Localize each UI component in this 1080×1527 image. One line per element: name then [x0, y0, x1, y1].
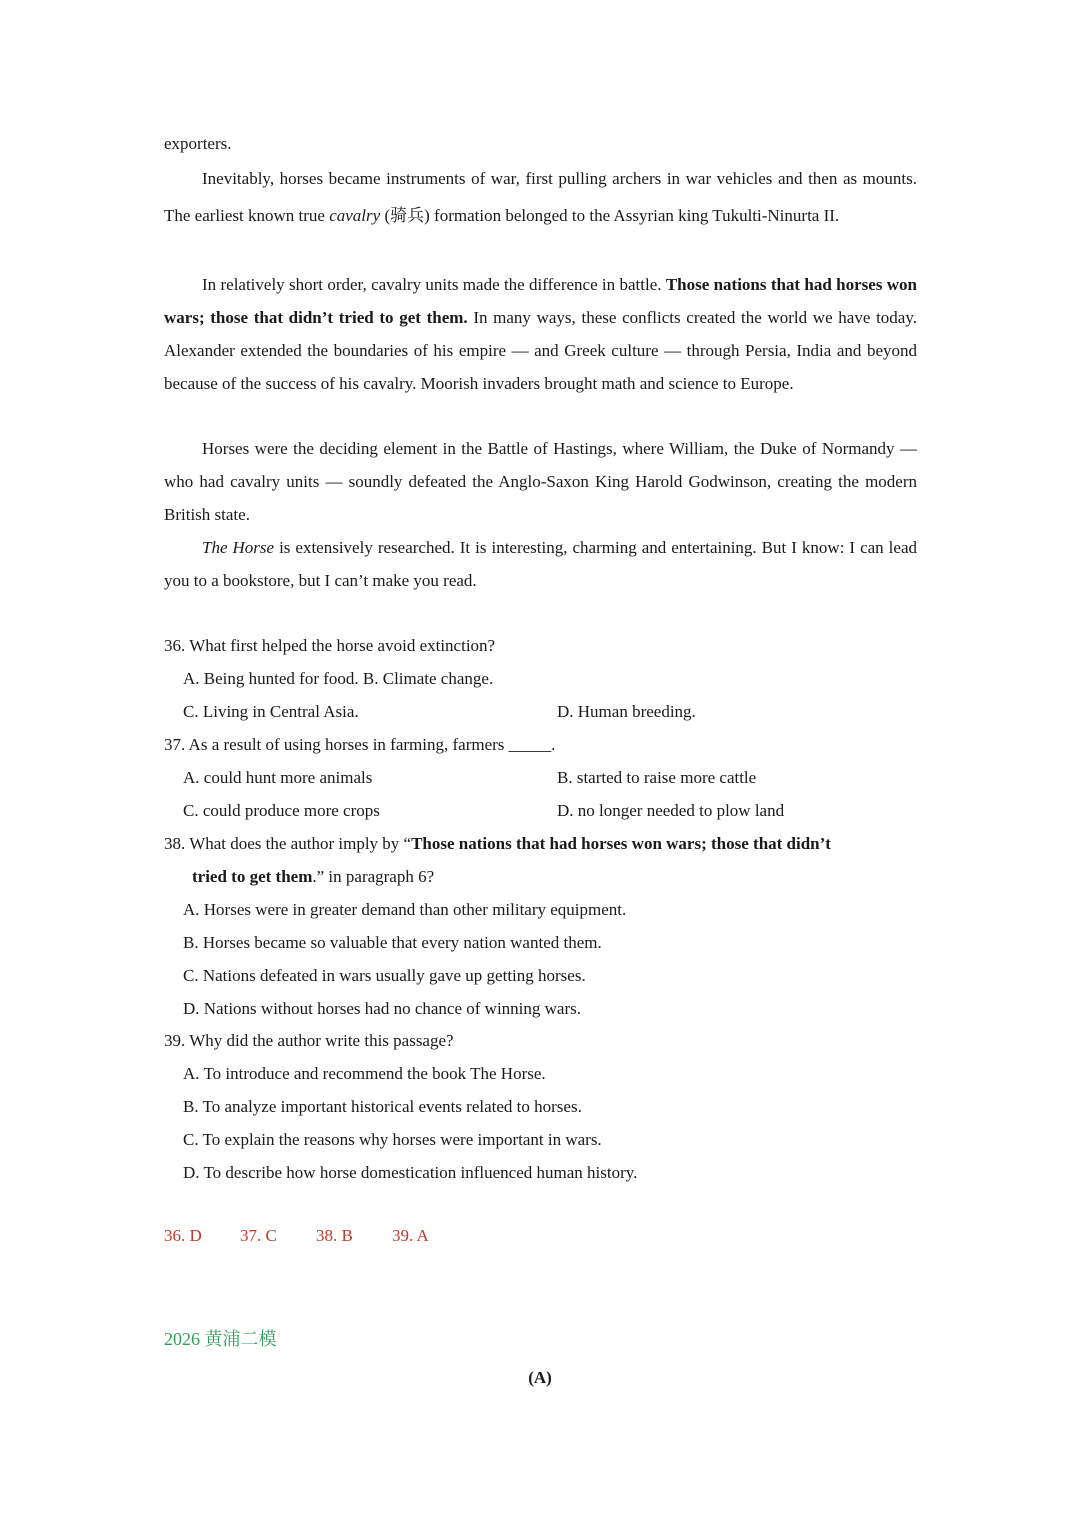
- question-37-option-d: D. no longer needed to plow land: [557, 801, 785, 820]
- section-title: 2026 黄浦二模: [164, 1329, 277, 1349]
- passage-text: formation belonged to the Assyrian king Tukulti-Ninurta II.: [429, 206, 840, 225]
- passage-text: is extensively researched. It is interesting, charming and entertaining. But I know: I can lead you to a bookstore, but I can’t make you read.: [164, 538, 917, 590]
- passage-fragment: [164, 127, 917, 160]
- bold-quote: Those nations that had horses won wars; those that didn’t: [411, 834, 831, 853]
- answer-39: 39. A: [392, 1226, 429, 1245]
- question-39-option-b: B. To analyze important historical events related to horses.: [183, 1097, 582, 1116]
- question-38-option-b: B. Horses became so valuable that every nation wanted them.: [183, 933, 602, 952]
- question-36-option-c: C. Living in Central Asia.: [183, 702, 359, 721]
- answer-38: 38. B: [316, 1226, 353, 1245]
- passage-text: In many ways, these conflicts created the world we have today. Alexander extended the boundaries of his empire — and Greek culture — through Persia, India and beyond because of the success of his cavalry. Moorish invaders brought math and science to Europe.: [164, 308, 917, 393]
- passage-paragraph-hastings: [164, 432, 917, 531]
- question-36-stem: 36. What first helped the horse avoid extinction?: [164, 636, 496, 655]
- question-36-option-a: [183, 662, 493, 695]
- passage-text: exporters.: [164, 134, 232, 153]
- question-37-option-b: B. started to raise more cattle: [557, 768, 757, 787]
- question-38-option-a: A. Horses were in greater demand than other military equipment.: [183, 900, 627, 919]
- question-39-option-c: C. To explain the reasons why horses were important in wars.: [183, 1130, 602, 1149]
- question-38-option-d: D. Nations without horses had no chance of winning wars.: [183, 999, 582, 1018]
- question-38-option-c: C. Nations defeated in wars usually gave up getting horses.: [183, 966, 586, 985]
- question-39-stem: 39. Why did the author write this passage?: [164, 1031, 454, 1050]
- question-39-option-a: A. To introduce and recommend the book The Horse.: [183, 1064, 546, 1083]
- stem-text: .” in paragraph 6?: [312, 867, 435, 886]
- question-37-option-c: C. could produce more crops: [183, 801, 380, 820]
- book-title: The Horse: [202, 538, 275, 557]
- answer-36: 36. D: [164, 1226, 202, 1245]
- passage-paragraph-cavalry: [164, 160, 917, 234]
- question-37-stem: 37. As a result of using horses in farming, farmers _____.: [164, 735, 556, 754]
- chinese-gloss: (骑兵): [384, 206, 430, 225]
- question-36-option-d: D. Human breeding.: [557, 702, 696, 721]
- question-38-stem-continued: [192, 860, 434, 893]
- passage-paragraph-conclusion: [164, 531, 917, 597]
- answer-37: 37. C: [240, 1226, 277, 1245]
- passage-text: Inevitably, horses became instruments of war, first pulling archers in war vehicles and then as mounts. The earliest known true: [164, 169, 917, 225]
- italic-term: cavalry: [329, 206, 381, 225]
- question-37-option-a: A. could hunt more animals: [183, 768, 373, 787]
- option-text: B. Climate change.: [362, 669, 494, 688]
- stem-text: 38. What does the author imply by “: [164, 834, 412, 853]
- passage-text: Horses were the deciding element in the Battle of Hastings, where William, the Duke of Normandy — who had cavalry units — soundly defeated the Anglo-Saxon King Harold Godwinson, creating the modern British state.: [164, 439, 917, 524]
- passage-text: In relatively short order, cavalry units made the difference in battle.: [202, 275, 666, 294]
- part-label: (A): [528, 1368, 552, 1387]
- question-39-option-d: D. To describe how horse domestication influenced human history.: [183, 1163, 638, 1182]
- passage-paragraph-battle: [164, 268, 917, 400]
- option-text: A. Being hunted for food.: [183, 669, 359, 688]
- question-38-stem: [164, 827, 831, 860]
- bold-quote: tried to get them: [192, 867, 313, 886]
- bold-quote: Those nations that had horses won wars; those that didn’t tried to get them.: [164, 275, 917, 327]
